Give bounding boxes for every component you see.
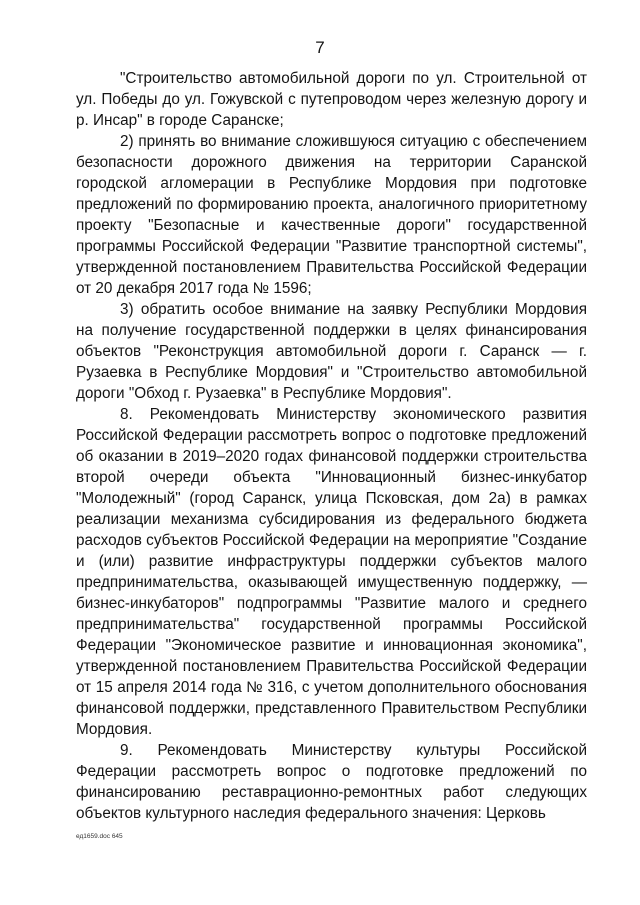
paragraph-continuation: "Строительство автомобильной дороги по ул. Строительной от ул. Победы до ул. Гожувской с путепроводом через железную дорогу и р. Инсар" в городе Саранске;: [76, 70, 587, 129]
paragraph-item-3: 3) обратить особое внимание на заявку Республики Мордовия на получение государственной поддержки в целях финансирования объектов "Реконструкция автомобильной дороги г. Саранск — г. Рузаевка в Республике Мордовия" и "Строительство автомобильной дороги "Обход г. Рузаевка" в Республике Мордовия".: [76, 301, 587, 402]
paragraph-item-2: 2) принять во внимание сложившуюся ситуацию с обеспечением безопасности дорожного движения на территории Саранской городской агломерации в Республике Мордовия при подготовке предложений по формированию проекта, аналогичного приоритетному проекту "Безопасные и качественные дороги" государственной программы Российской Федерации "Развитие транспортной системы", утвержденной постановлением Правительства Российской Федерации от 20 декабря 2017 года № 1596;: [76, 133, 587, 297]
paragraph-item-9: 9. Рекомендовать Министерству культуры Российской Федерации рассмотреть вопрос о подготовке предложений по финансированию реставрационно-ремонтных работ следующих объектов культурного наследия федерального значения: Церковь: [76, 742, 587, 822]
footer-file-reference: ед1659.doc 645: [76, 833, 123, 840]
document-body: [76, 68, 587, 824]
page-number: 7: [315, 38, 325, 57]
paragraph-item-8: 8. Рекомендовать Министерству экономического развития Российской Федерации рассмотреть вопрос о подготовке предложений об оказании в 2019–2020 годах финансовой поддержки строительства второй очереди объекта "Инновационный бизнес-инкубатор "Молодежный" (город Саранск, улица Псковская, дом 2а) в рамках реализации механизма субсидирования из федерального бюджета расходов субъектов Российской Федерации на мероприятие "Создание и (или) развитие инфраструктуры поддержки субъектов малого предпринимательства, оказывающей имущественную поддержку, — бизнес-инкубаторов" подпрограммы "Развитие малого и среднего предпринимательства" государственной программы Российской Федерации "Экономическое развитие и инновационная экономика", утвержденной постановлением Правительства Российской Федерации от 15 апреля 2014 года № 316, с учетом дополнительного обоснования финансовой поддержки, представленного Правительством Республики Мордовия.: [76, 406, 587, 738]
